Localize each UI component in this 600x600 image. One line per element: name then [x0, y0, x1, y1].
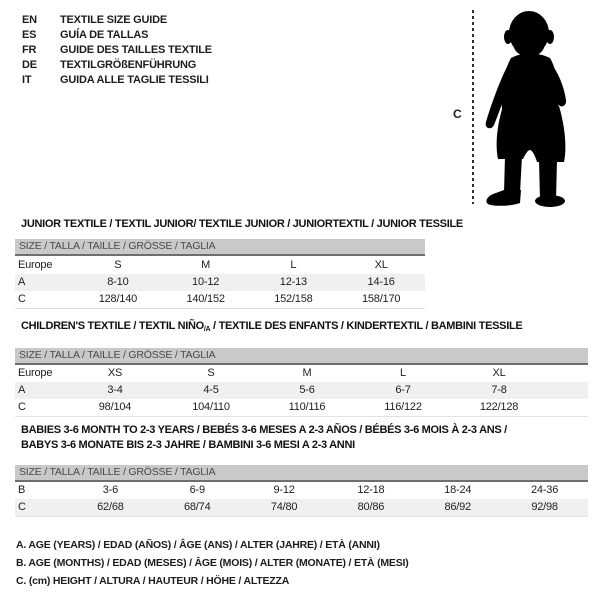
row-label: B [18, 484, 26, 496]
cell-value: 3-6 [102, 484, 119, 496]
cell-value: 24-36 [531, 484, 559, 496]
cell-value: XS [107, 367, 123, 379]
junior-textile-size-header: SIZE / TALLA / TAILLE / GRÖSSE / TAGLIA [15, 239, 425, 256]
row-label: A [18, 384, 26, 396]
cell-value: 12-13 [279, 276, 307, 288]
cell-value: 122/128 [479, 401, 519, 413]
row-label: A [18, 276, 26, 288]
cell-value: 8-10 [107, 276, 129, 288]
language-code: ES [22, 29, 37, 41]
cell-value: 104/110 [192, 401, 230, 413]
cell-value: 80/86 [357, 501, 385, 513]
cell-value: 6-7 [395, 384, 411, 396]
junior-textile-title [21, 217, 463, 232]
title-segment: JUNIOR TEXTILE / TEXTIL JUNIOR/ TEXTILE JUNIOR / JUNIORTEXTIL / JUNIOR TESSILE [21, 218, 463, 230]
table-row [15, 365, 588, 382]
legend-line: A. AGE (YEARS) / EDAD (AÑOS) / ÂGE (ANS) / ALTER (JAHRE) / ETÀ (ANNI) [16, 539, 380, 551]
language-title: GUIDA ALLE TAGLIE TESSILI [60, 74, 209, 86]
cell-value: 140/152 [186, 293, 225, 305]
cell-value: M [201, 259, 211, 271]
cell-value: 9-12 [273, 484, 295, 496]
table-row [15, 482, 588, 499]
cell-value: XL [374, 259, 388, 271]
language-code: IT [22, 74, 32, 86]
legend [16, 536, 409, 590]
row-label: Europe [18, 259, 53, 271]
language-row [22, 43, 212, 58]
title-line [21, 217, 463, 232]
cell-value: 5-6 [299, 384, 315, 396]
cell-value: XL [492, 367, 506, 379]
legend-line: C. (cm) HEIGHT / ALTURA / HAUTEUR / HÖHE / ALTEZZA [16, 575, 290, 587]
children-textile-rows [15, 365, 588, 417]
cell-value: L [290, 259, 297, 271]
language-code: EN [22, 14, 37, 26]
cell-value: 116/122 [384, 401, 422, 413]
table-row [15, 274, 425, 291]
baby-silhouette-icon [478, 10, 574, 208]
language-code: FR [22, 44, 37, 56]
row-label: Europe [18, 367, 53, 379]
cell-value: 74/80 [270, 501, 298, 513]
table-row [15, 499, 588, 516]
language-list [22, 13, 212, 88]
language-row [22, 58, 212, 73]
cell-value: 6-9 [189, 484, 205, 496]
table-row [15, 257, 425, 274]
cell-value: 14-16 [367, 276, 395, 288]
title-segment: / TEXTILE DES ENFANTS / KINDERTEXTIL / BAMBINI TESSILE [210, 320, 523, 332]
cell-value: 4-5 [203, 384, 219, 396]
legend-line: B. AGE (MONTHS) / EDAD (MESES) / ÂGE (MOIS) / ALTER (MONATE) / ETÀ (MESI) [16, 557, 409, 569]
language-title: GUÍA DE TALLAS [60, 29, 149, 41]
language-code: DE [22, 59, 37, 71]
cell-value: 110/116 [288, 401, 326, 413]
title-segment: BABIES 3-6 MONTH TO 2-3 YEARS / BEBÉS 3-6 MESES A 2-3 AÑOS / BÉBÉS 3-6 MOIS À 2-3 ANS / [21, 424, 507, 436]
language-row [22, 13, 212, 28]
figure-height-label: C [453, 107, 462, 121]
cell-value: 10-12 [192, 276, 220, 288]
cell-value: 86/92 [444, 501, 471, 513]
cell-value: 68/74 [183, 501, 211, 513]
cell-value: 3-4 [107, 384, 123, 396]
title-line [21, 423, 507, 438]
table-row [15, 291, 425, 308]
cell-value: 128/140 [98, 293, 138, 305]
title-segment: CHILDREN'S TEXTILE / TEXTIL NIÑO [21, 320, 204, 332]
cell-value: S [207, 367, 215, 379]
table-row [15, 382, 588, 399]
cell-value: 62/68 [97, 501, 124, 513]
height-measure-dotted-line [472, 10, 474, 204]
children-textile-size-header: SIZE / TALLA / TAILLE / GRÖSSE / TAGLIA [15, 348, 588, 365]
cell-value: 152/158 [274, 293, 313, 305]
title-segment: /A [203, 326, 211, 333]
babies-textile-rows [15, 482, 588, 517]
title-line [21, 438, 507, 453]
row-label: C [18, 501, 26, 513]
language-title: TEXTILGRÖßENFÜHRUNG [60, 59, 197, 71]
babies-textile-title [21, 423, 507, 453]
cell-value: 18-24 [444, 484, 472, 496]
cell-value: 98/104 [98, 401, 132, 413]
babies-textile-size-header: SIZE / TALLA / TAILLE / GRÖSSE / TAGLIA [15, 465, 588, 482]
language-row [22, 73, 212, 88]
junior-textile-rows [15, 257, 425, 309]
language-title: GUIDE DES TAILLES TEXTILE [60, 44, 212, 56]
row-label: C [18, 293, 26, 305]
cell-value: 7-8 [491, 384, 507, 396]
cell-value: L [400, 367, 406, 379]
cell-value: 158/170 [361, 293, 401, 305]
language-row [22, 28, 212, 43]
language-title: TEXTILE SIZE GUIDE [60, 14, 168, 26]
cell-value: 92/98 [531, 501, 558, 513]
cell-value: S [114, 259, 122, 271]
children-textile-title [21, 319, 522, 337]
title-line [21, 319, 522, 337]
cell-value: 12-18 [357, 484, 385, 496]
row-label: C [18, 401, 26, 413]
table-row [15, 399, 588, 416]
cell-value: M [302, 367, 312, 379]
title-segment: BABYS 3-6 MONATE BIS 2-3 JAHRE / BAMBINI 3-6 MESI A 2-3 ANNI [21, 439, 355, 451]
